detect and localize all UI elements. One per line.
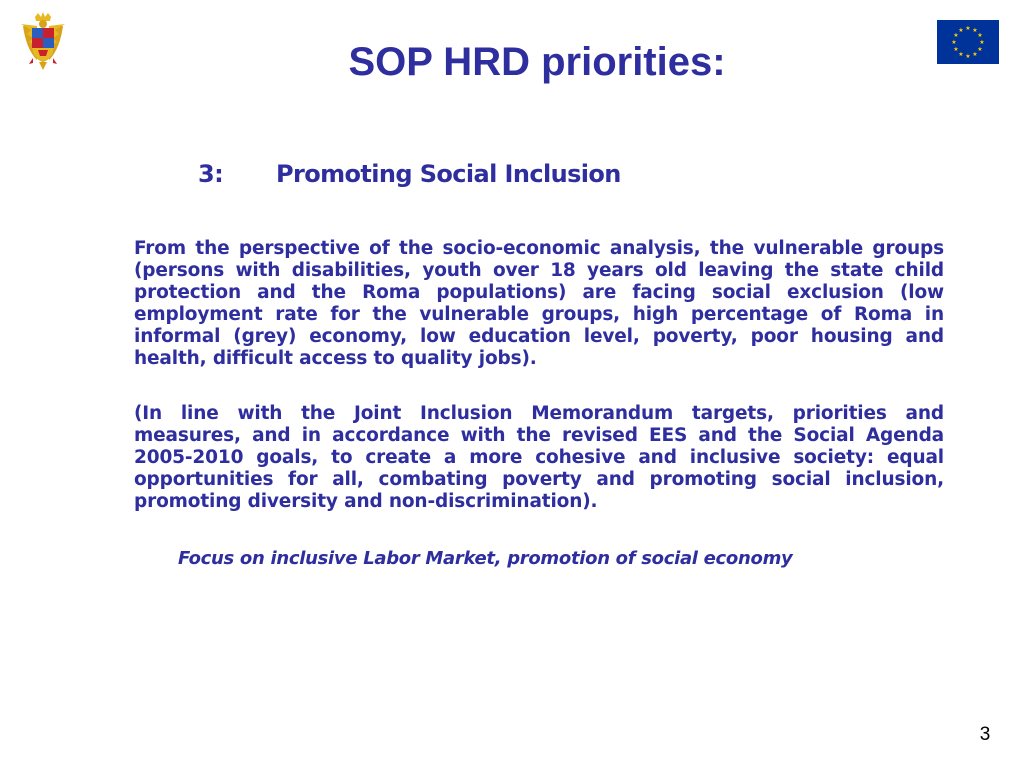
eu-flag-icon [937, 20, 999, 64]
paragraph-vulnerable-groups: From the perspective of the socio-economic analysis, the vulnerable groups (persons with disabilities, youth over 18 years old leaving the state child protection and the Roma populations) are facing social exclusion (low employment rate for the vulnerable groups, high percentage of Roma in informal (grey) economy, low education level, poverty, poor housing and health, difficult access to quality jobs). [134, 238, 944, 369]
svg-text:★: ★ [953, 32, 959, 39]
page-number: 3 [979, 724, 991, 745]
focus-note: Focus on inclusive Labor Market, promotion of social economy [178, 548, 793, 569]
svg-text:★: ★ [951, 39, 957, 46]
svg-text:★: ★ [958, 27, 964, 34]
section-number: 3: [198, 160, 224, 188]
svg-text:★: ★ [979, 39, 985, 46]
paragraph-inclusion-memorandum: (In line with the Joint Inclusion Memorandum targets, priorities and measures, and in accordance with the revised EES and the Social Agenda 2005-2010 goals, to create a more cohesive and inclusive society: equal opportunities for all, combating poverty and promoting social inclusion, promoting diversity and non-discrimination). [134, 403, 944, 512]
slide-title: SOP HRD priorities: [348, 40, 726, 84]
svg-text:★: ★ [953, 46, 959, 53]
section-heading [198, 160, 621, 188]
section-title: Promoting Social Inclusion [276, 160, 621, 188]
svg-text:★: ★ [965, 25, 971, 32]
svg-text:★: ★ [958, 51, 964, 58]
svg-text:★: ★ [977, 46, 983, 53]
svg-text:★: ★ [972, 27, 978, 34]
svg-text:★: ★ [965, 53, 971, 60]
svg-text:★: ★ [977, 32, 983, 39]
svg-text:★: ★ [972, 51, 978, 58]
